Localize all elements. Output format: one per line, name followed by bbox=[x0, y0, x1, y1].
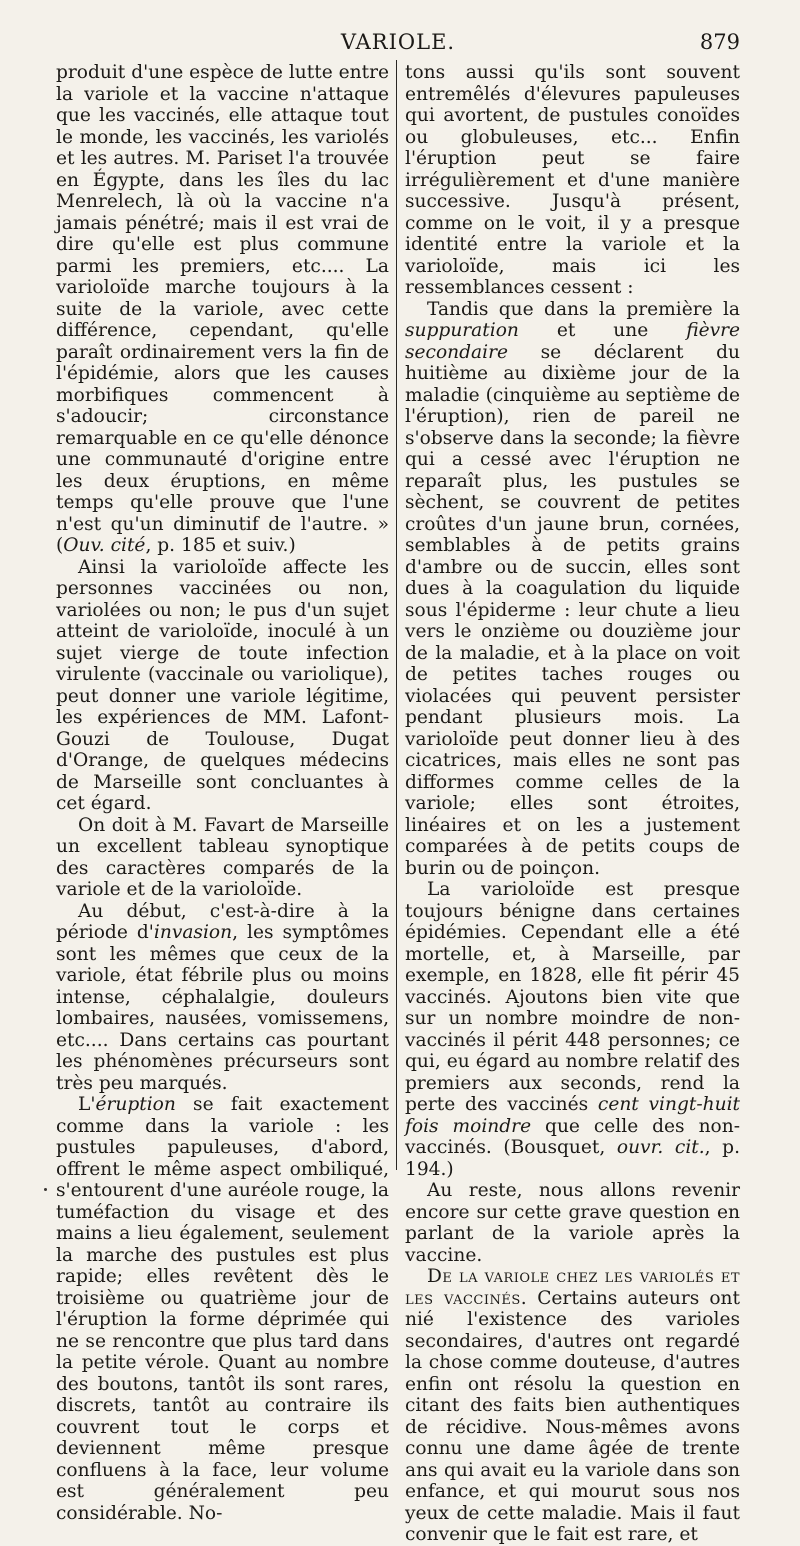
paragraph-text: L' bbox=[78, 1094, 96, 1115]
paragraph bbox=[56, 62, 389, 557]
paragraph: Ainsi la varioloïde affecte les personnes vaccinées ou non, variolées ou non; le pus d'un sujet atteint de varioloïde, inoculé à un sujet vierge de toute infection virulente (vaccinale ou variolique), peut donner une variole légitime, les expériences de MM. Lafont-Gouzi de Toulouse, Dugat d'Orange, de quelques médecins de Marseille sont concluantes à cet égard. bbox=[56, 556, 389, 814]
paragraph-text: Tandis que dans la première la bbox=[427, 298, 740, 320]
paragraph-text: et une bbox=[518, 320, 687, 341]
paragraph: tons aussi qu'ils sont souvent entremêlés d'élevures papuleuses qui avortent, de pustules conoïdes ou globuleuses, etc... Enfin l'éruption peut se faire irrégulièrement et d'une manière successive. Jusqu'à présent, comme on le voit, il y a presque identité entre la variole et la varioloïde, mais ici les ressemblances cessent : bbox=[405, 62, 740, 298]
paragraph: Au reste, nous allons revenir encore sur cette grave question en parlant de la variole après la vaccine. bbox=[405, 1180, 740, 1266]
emphasis-term: fièvre secondaire bbox=[405, 320, 740, 363]
paragraph-text: , p. 194.) bbox=[405, 1137, 740, 1180]
ink-speck bbox=[44, 1188, 47, 1191]
emphasis-term: cent vingt-huit fois moindre bbox=[405, 1094, 740, 1137]
paragraph-text: , les symptômes sont les mêmes que ceux de la variole, état fébrile plus ou moins intense, céphalalgie, douleurs lombaires, nausées, vomissemens, etc.... Dans certains cas pourtant les phénomènes précurseurs sont très peu marqués. bbox=[56, 922, 389, 1094]
section-heading: De la variole chez les variolés et les vaccinés. bbox=[405, 1266, 740, 1309]
paragraph bbox=[405, 299, 740, 880]
running-title: VARIOLE. bbox=[340, 30, 456, 54]
paragraph: On doit à M. Favart de Marseille un excellent tableau synoptique des caractères comparés de la variole et de la varioloïde. bbox=[56, 814, 389, 900]
paragraph bbox=[405, 879, 740, 1180]
paragraph bbox=[405, 1266, 740, 1546]
paragraph-text: Au début, c'est-à-dire à la période d' bbox=[56, 900, 389, 943]
right-column bbox=[405, 62, 740, 1546]
paragraph-text: produit d'une espèce de lutte entre la variole et la vaccine n'attaque que les vaccinés, elle attaque tout le monde, les vaccinés, les variolés et les autres. M. Pariset l'a trouvée en Égypte, dans les îles du lac Menrelech, là où la vaccine n'a jamais pénétré; mais il est vrai de dire qu'elle est plus commune parmi les premiers, etc.... La varioloïde marche toujours à la suite de la variole, avec cette différence, cependant, qu'elle paraît ordinairement vers la fin de l'épidémie, alors que les causes morbifiques commencent à s'adoucir; circonstance remarquable en ce qu'elle dénonce une communauté d'origine entre les deux éruptions, en même temps qu'elle prouve que l'une n'est qu'un diminutif de l'autre. » ( bbox=[56, 62, 389, 556]
paragraph-text: que celle des non-vaccinés. (Bousquet, bbox=[405, 1115, 740, 1158]
paragraph bbox=[56, 1094, 389, 1524]
emphasis-term: invasion bbox=[153, 922, 233, 943]
paragraph-text: se fait exactement comme dans la variole : les pustules papuleuses, d'abord, offrent le même aspect ombiliqué, s'entourent d'une auréole rouge, la tuméfaction du visage et des mains a lieu également, seulement la marche des pustules est plus rapide; elles revêtent dès le troisième ou quatrième jour de l'éruption la forme déprimée qui ne se rencontre que plus tard dans la petite vérole. Quant au nombre des boutons, tantôt ils sont rares, discrets, tantôt au contraire ils couvrent tout le corps et deviennent même presque confluens à la face, leur volume est généralement peu considérable. No- bbox=[56, 1094, 389, 1524]
column-divider bbox=[396, 60, 397, 1170]
paragraph-text: La varioloïde est presque toujours bénigne dans certaines épidémies. Cependant elle a été mortelle, et, à Marseille, par exemple, en 1828, elle fit périr 45 vaccinés. Ajoutons bien vite que sur un nombre moindre de non-vaccinés il périt 448 personnes; ce qui, eu égard au nombre relatif des premiers aux seconds, rend la perte des vaccinés bbox=[405, 879, 740, 1115]
paragraph bbox=[56, 901, 389, 1095]
citation-title: ouvr. cit. bbox=[616, 1137, 705, 1158]
running-header bbox=[56, 30, 740, 60]
paragraph-text: , p. 185 et suiv.) bbox=[145, 535, 296, 556]
left-column bbox=[56, 62, 389, 1524]
page-number: 879 bbox=[699, 30, 740, 54]
emphasis-term: éruption bbox=[95, 1094, 176, 1115]
citation-title: Ouv. cité bbox=[63, 535, 146, 556]
emphasis-term: suppuration bbox=[405, 320, 519, 341]
paragraph-text: Certains auteurs ont nié l'existence des varioles secondaires, d'autres ont regardé la chose comme douteuse, d'autres enfin ont résolu la question en citant des faits bien authentiques de récidive. Nous-mêmes avons connu une dame âgée de trente ans qui avait eu la variole dans son enfance, et qui mourut sous nos yeux de cette maladie. Mais il faut convenir que le fait est rare, et bbox=[405, 1287, 740, 1545]
paragraph-text: se déclarent du huitième au dixième jour de la maladie (cinquième au septième de l'éruption), rien de pareil ne s'observe dans la seconde; la fièvre qui a cessé avec l'éruption ne reparaît plus, les pustules se sèchent, se couvrent de petites croûtes d'un jaune brun, cornées, semblables à de petits grains d'ambre ou de succin, elles sont dues à la coagulation du liquide sous l'épiderme : leur chute a lieu vers le onzième ou douzième jour de la maladie, et à la place on voit de petites taches rouges ou violacées qui peuvent persister pendant plusieurs mois. La varioloïde peut donner lieu à des cicatrices, mais elles ne sont pas difformes comme celles de la variole; elles sont étroites, linéaires et on les a justement comparées à de petits coups de burin ou de poinçon. bbox=[405, 341, 740, 879]
